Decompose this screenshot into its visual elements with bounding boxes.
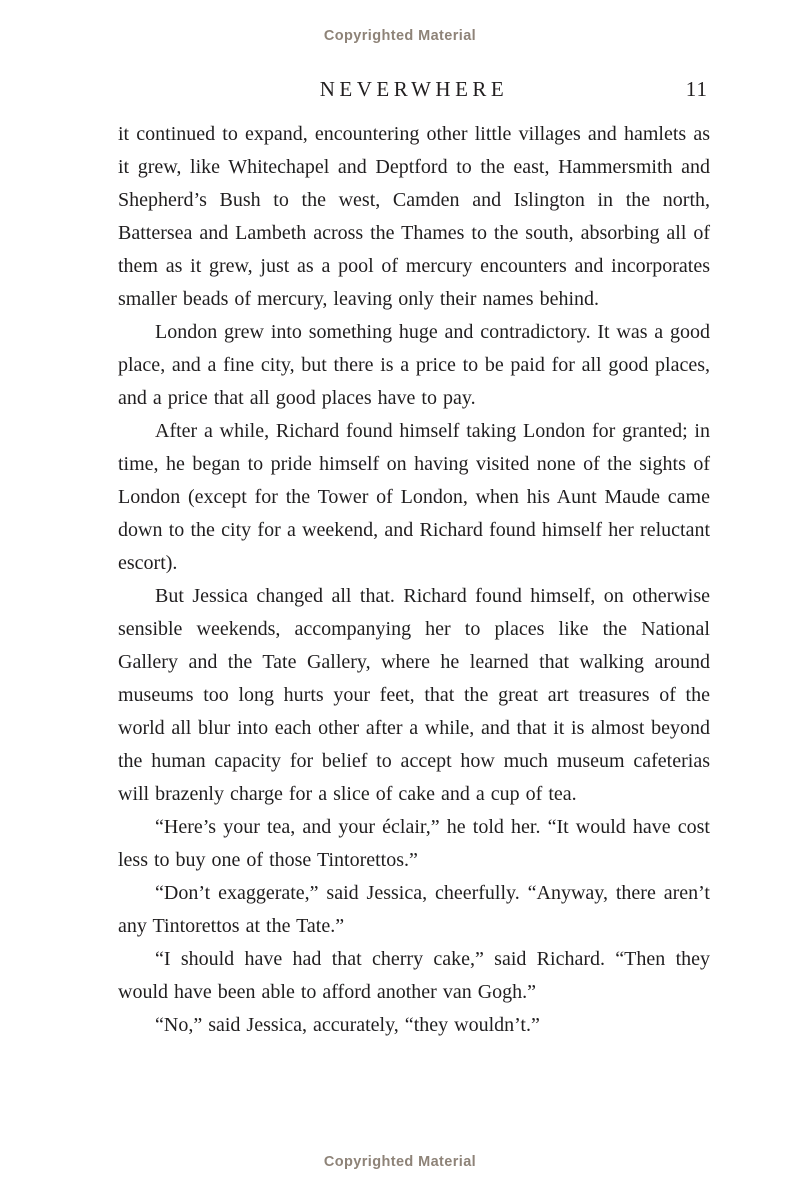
book-title: NEVERWHERE <box>319 77 509 101</box>
paragraph: “No,” said Jessica, accurately, “they wouldn’t.” <box>155 1014 540 1036</box>
body-text <box>118 118 710 1042</box>
paragraph: After a while, Richard found himself taking London for granted; in time, he began to pride himself on having visited none of the sights of London (except for the Tower of London, when his Aunt Maude came down to the city for a weekend, and Richard found himself her reluctant escort). <box>118 420 710 574</box>
paragraph: “Don’t exaggerate,” said Jessica, cheerfully. “Anyway, there aren’t any Tintorettos at the Tate.” <box>118 882 710 937</box>
paragraph: “I should have had that cherry cake,” said Richard. “Then they would have been able to afford another van Gogh.” <box>118 948 710 1003</box>
paragraph: But Jessica changed all that. Richard found himself, on otherwise sensible weekends, accompanying her to places like the National Gallery and the Tate Gallery, where he learned that walking around museums too long hurts your feet, that the great art treasures of the world all blur into each other after a while, and that it is almost beyond the human capacity for belief to accept how much museum cafeterias will brazenly charge for a slice of cake and a cup of tea. <box>118 585 710 805</box>
page-number: 11 <box>685 77 708 101</box>
paragraph: “Here’s your tea, and your éclair,” he told her. “It would have cost less to buy one of those Tintorettos.” <box>118 816 710 871</box>
page-header <box>118 77 710 103</box>
copyright-notice-top: Copyrighted Material <box>323 28 477 44</box>
copyright-notice-bottom: Copyrighted Material <box>323 1154 477 1170</box>
paragraph: it continued to expand, encountering other little villages and hamlets as it grew, like Whitechapel and Deptford to the east, Hammersmith and Shepherd’s Bush to the west, Camden and Islington in the north, Battersea and Lambeth across the Thames to the south, absorbing all of them as it grew, just as a pool of mercury encounters and incorporates smaller beads of mercury, leaving only their names behind. <box>118 123 710 310</box>
paragraph: London grew into something huge and contradictory. It was a good place, and a fine city, but there is a price to be paid for all good places, and a price that all good places have to pay. <box>118 321 710 409</box>
